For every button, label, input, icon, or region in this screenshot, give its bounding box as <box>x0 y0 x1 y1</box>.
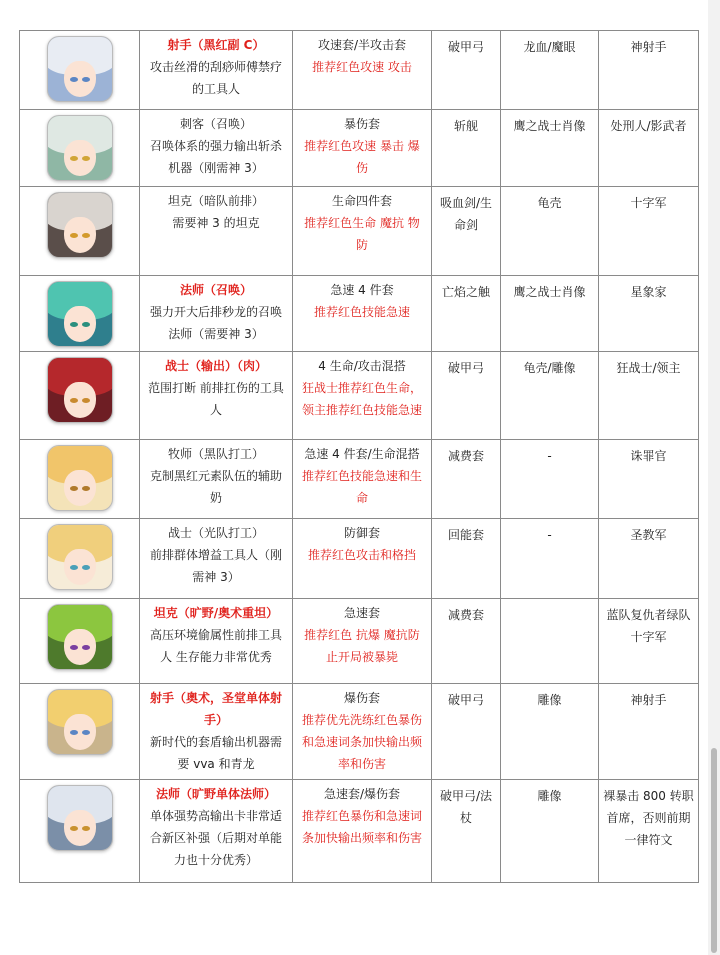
hero-eye-left <box>70 77 78 82</box>
role-cell <box>140 110 293 187</box>
hero-eye-left <box>70 486 78 491</box>
equipment-set-cell <box>293 780 432 883</box>
role-title: 坦克（暗队前排） <box>167 194 264 208</box>
hero-eye-right <box>82 322 90 327</box>
hero-eye-right <box>82 486 90 491</box>
table-row <box>20 352 699 440</box>
hero-face <box>64 810 96 846</box>
avatar-cell <box>20 599 140 684</box>
class-cell: 裸暴击 800 转职首席，否则前期一律符文 <box>599 780 699 883</box>
role-cell <box>140 276 293 352</box>
hero-face <box>64 629 96 665</box>
weapon-cell: 吸血剑/生命剑 <box>432 187 501 276</box>
equipment-set: 急速套 <box>343 606 380 620</box>
avatar-cell <box>20 187 140 276</box>
role-title: 牧师（黑队打工） <box>167 447 264 461</box>
table-row <box>20 440 699 519</box>
accessory-cell: 鹰之战士肖像 <box>501 110 599 187</box>
recommended-stats: 推荐优先洗练红色暴伤和急速词条加快输出频率和伤害 <box>301 713 422 771</box>
weapon-cell: 破甲弓 <box>432 684 501 780</box>
hero-eye-left <box>70 233 78 238</box>
hero-avatar <box>47 445 113 511</box>
equipment-set: 4 生命/攻击混搭 <box>318 359 406 373</box>
hero-eye-right <box>82 730 90 735</box>
avatar-cell <box>20 110 140 187</box>
table-row <box>20 599 699 684</box>
hero-eye-left <box>70 565 78 570</box>
role-cell <box>140 352 293 440</box>
class-cell: 神射手 <box>599 31 699 110</box>
hero-eye-right <box>82 826 90 831</box>
accessory-cell: - <box>501 519 599 599</box>
hero-eye-left <box>70 156 78 161</box>
role-title: 战士（输出）（肉） <box>164 359 267 373</box>
accessory-cell: 雕像 <box>501 780 599 883</box>
hero-build-table <box>19 30 699 883</box>
equipment-set-cell <box>293 276 432 352</box>
recommended-stats: 推荐红色 抗爆 魔抗防止开局被暴毙 <box>304 628 420 664</box>
recommended-stats: 狂战士推荐红色生命，领主推荐红色技能急速 <box>301 381 422 417</box>
weapon-cell: 亡焰之触 <box>432 276 501 352</box>
role-description: 需要神 3 的坦克 <box>172 216 260 230</box>
avatar-cell <box>20 31 140 110</box>
weapon-cell: 破甲弓 <box>432 352 501 440</box>
equipment-set: 生命四件套 <box>331 194 392 208</box>
equipment-set: 暴伤套 <box>343 117 380 131</box>
equipment-set: 急速套/爆伤套 <box>323 787 401 801</box>
equipment-set-cell <box>293 684 432 780</box>
accessory-cell: - <box>501 440 599 519</box>
hero-eye-left <box>70 322 78 327</box>
role-description: 范围打断 前排扛伤的工具人 <box>148 381 284 417</box>
hero-eye-right <box>82 645 90 650</box>
hero-eye-right <box>82 233 90 238</box>
equipment-set-cell <box>293 110 432 187</box>
table-row <box>20 684 699 780</box>
recommended-stats: 推荐红色攻速 攻击 <box>312 60 412 74</box>
avatar-cell <box>20 276 140 352</box>
accessory-cell <box>501 599 599 684</box>
class-cell: 蓝队复仇者绿队十字军 <box>599 599 699 684</box>
class-cell: 圣教军 <box>599 519 699 599</box>
accessory-cell: 龟壳/雕像 <box>501 352 599 440</box>
role-cell <box>140 684 293 780</box>
avatar-cell <box>20 519 140 599</box>
hero-eye-left <box>70 826 78 831</box>
equipment-set-cell <box>293 440 432 519</box>
role-cell <box>140 31 293 110</box>
role-description: 高压环境偷属性前排工具人 生存能力非常优秀 <box>149 628 282 664</box>
equipment-set-cell <box>293 519 432 599</box>
role-description: 克制黑红元素队伍的辅助奶 <box>149 469 282 505</box>
role-cell <box>140 599 293 684</box>
role-cell <box>140 780 293 883</box>
scrollbar-track[interactable] <box>708 0 720 955</box>
table-row <box>20 276 699 352</box>
role-cell <box>140 440 293 519</box>
recommended-stats: 推荐红色攻速 暴击 爆伤 <box>304 139 420 175</box>
weapon-cell: 减费套 <box>432 599 501 684</box>
weapon-cell: 破甲弓/法杖 <box>432 780 501 883</box>
role-title: 射手（黑红副 C） <box>167 38 265 52</box>
role-title: 刺客（召唤） <box>179 117 252 131</box>
hero-face <box>64 382 96 418</box>
hero-avatar <box>47 281 113 347</box>
avatar-cell <box>20 684 140 780</box>
hero-eye-left <box>70 730 78 735</box>
hero-eye-right <box>82 565 90 570</box>
table-row <box>20 110 699 187</box>
hero-avatar <box>47 604 113 670</box>
hero-eye-right <box>82 156 90 161</box>
role-description: 攻击丝滑的刮痧师傅禁疗的工具人 <box>149 60 282 96</box>
table-row <box>20 31 699 110</box>
hero-face <box>64 61 96 97</box>
role-description: 新时代的套盾输出机器需要 vva 和青龙 <box>149 735 282 771</box>
equipment-set: 爆伤套 <box>343 691 380 705</box>
hero-eye-left <box>70 398 78 403</box>
hero-face <box>64 217 96 253</box>
hero-avatar <box>47 357 113 423</box>
avatar-cell <box>20 440 140 519</box>
hero-face <box>64 714 96 750</box>
recommended-stats: 推荐红色攻击和格挡 <box>307 548 416 562</box>
accessory-cell: 龟壳 <box>501 187 599 276</box>
weapon-cell: 减费套 <box>432 440 501 519</box>
recommended-stats: 推荐红色生命 魔抗 物防 <box>304 216 420 252</box>
hero-avatar <box>47 689 113 755</box>
accessory-cell: 雕像 <box>501 684 599 780</box>
role-title: 射手（奥术，圣堂单体射手） <box>149 691 282 727</box>
hero-avatar <box>47 115 113 181</box>
role-title: 法师（旷野单体法师） <box>155 787 276 801</box>
weapon-cell: 破甲弓 <box>432 31 501 110</box>
equipment-set: 攻速套/半攻击套 <box>317 38 407 52</box>
recommended-stats: 推荐红色技能急速 <box>313 305 410 319</box>
role-title: 法师（召唤） <box>179 283 252 297</box>
equipment-set: 急速 4 件套 <box>330 283 394 297</box>
avatar-cell <box>20 352 140 440</box>
hero-avatar <box>47 524 113 590</box>
role-description: 前排群体增益工具人（刚需神 3） <box>149 548 282 584</box>
hero-face <box>64 470 96 506</box>
hero-eye-right <box>82 398 90 403</box>
hero-avatar <box>47 192 113 258</box>
weapon-cell: 回能套 <box>432 519 501 599</box>
role-description: 单体强势高输出卡非常适合新区补强（后期对单能力也十分优秀） <box>149 809 282 867</box>
table-body <box>20 31 699 883</box>
table-row <box>20 519 699 599</box>
recommended-stats: 推荐红色技能急速和生命 <box>301 469 422 505</box>
avatar-cell <box>20 780 140 883</box>
class-cell: 十字军 <box>599 187 699 276</box>
hero-eye-left <box>70 645 78 650</box>
role-description: 强力开大后排秒龙的召唤法师（需要神 3） <box>149 305 282 341</box>
table-row <box>20 780 699 883</box>
class-cell: 诛罪官 <box>599 440 699 519</box>
recommended-stats: 推荐红色暴伤和急速词条加快输出频率和伤害 <box>301 809 422 845</box>
class-cell: 处刑人/影武者 <box>599 110 699 187</box>
weapon-cell: 斩舰 <box>432 110 501 187</box>
hero-avatar <box>47 36 113 102</box>
role-cell <box>140 519 293 599</box>
table-row <box>20 187 699 276</box>
class-cell: 神射手 <box>599 684 699 780</box>
role-description: 召唤体系的强力输出斩杀机器（刚需神 3） <box>149 139 282 175</box>
equipment-set-cell <box>293 187 432 276</box>
hero-face <box>64 549 96 585</box>
role-title: 坦克（旷野/奥术重坦） <box>153 606 279 620</box>
hero-face <box>64 306 96 342</box>
role-cell <box>140 187 293 276</box>
scrollbar-thumb[interactable] <box>711 748 717 953</box>
hero-avatar <box>47 785 113 851</box>
hero-face <box>64 140 96 176</box>
equipment-set-cell <box>293 31 432 110</box>
role-title: 战士（光队打工） <box>167 526 264 540</box>
accessory-cell: 鹰之战士肖像 <box>501 276 599 352</box>
accessory-cell: 龙血/魔眼 <box>501 31 599 110</box>
class-cell: 星象家 <box>599 276 699 352</box>
equipment-set: 急速 4 件套/生命混搭 <box>304 447 420 461</box>
equipment-set-cell <box>293 352 432 440</box>
hero-eye-right <box>82 77 90 82</box>
class-cell: 狂战士/领主 <box>599 352 699 440</box>
equipment-set-cell <box>293 599 432 684</box>
equipment-set: 防御套 <box>343 526 380 540</box>
